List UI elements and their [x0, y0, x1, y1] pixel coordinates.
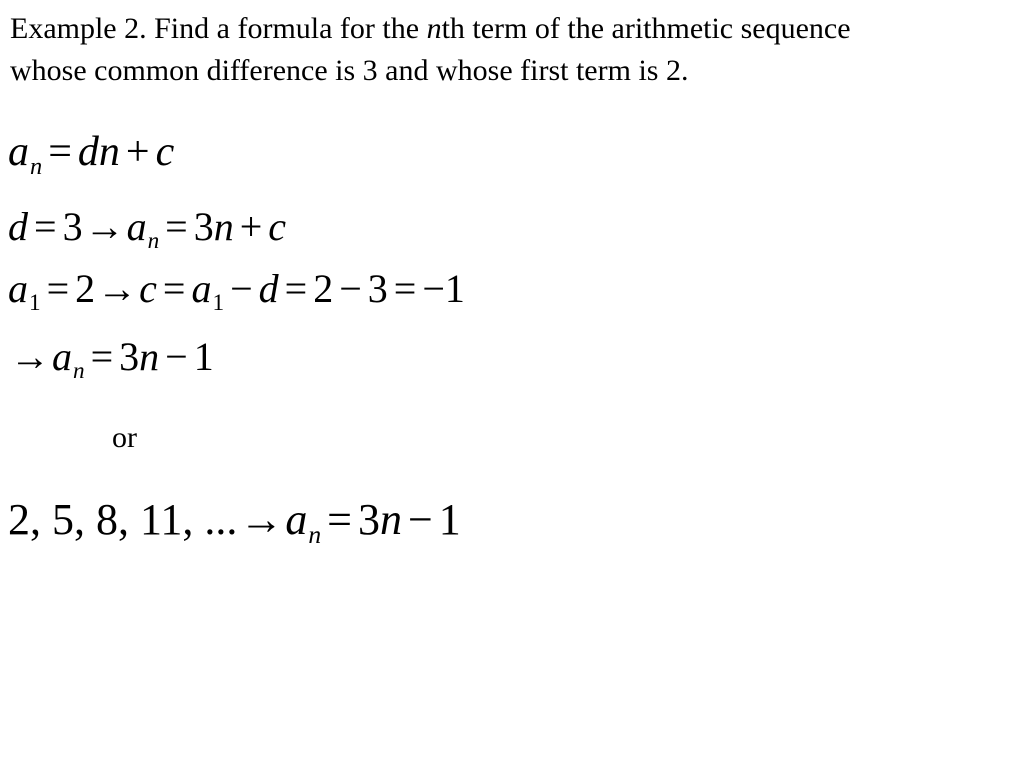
problem-line-2: whose common difference is 3 and whose first term is 2.	[10, 54, 689, 87]
sequence-terms: 2, 5, 8, 11, ...	[8, 495, 238, 544]
right-arrow-icon: →	[10, 334, 50, 379]
plus-sign: +	[125, 129, 150, 175]
equation-sequence-pattern	[8, 494, 461, 549]
problem-statement	[10, 8, 1010, 92]
subscript-n: n	[308, 519, 322, 549]
subscript-n: n	[73, 358, 85, 385]
equals-sign: =	[165, 204, 188, 249]
number-one: 1	[193, 334, 214, 379]
minus-sign: −	[165, 334, 188, 379]
equation-solve-c	[8, 265, 465, 317]
var-n: n	[98, 129, 120, 175]
number-negative-one: −1	[422, 266, 465, 311]
number-three: 3	[119, 334, 140, 379]
subscript-n: n	[147, 228, 160, 255]
equation-result	[8, 333, 214, 385]
problem-line-1	[10, 8, 1010, 50]
var-c: c	[155, 129, 175, 175]
equals-sign: =	[46, 266, 70, 311]
var-c: c	[268, 204, 287, 249]
equals-sign: =	[90, 334, 114, 379]
var-c: c	[139, 266, 157, 311]
equals-sign: =	[393, 266, 417, 311]
right-arrow-icon: →	[84, 204, 125, 249]
var-n: n	[139, 334, 160, 379]
equals-sign: =	[284, 266, 308, 311]
subscript-n: n	[30, 152, 43, 180]
n-variable: n	[426, 12, 442, 45]
var-d: d	[258, 266, 279, 311]
subscript-one: 1	[29, 290, 41, 317]
subscript-one: 1	[212, 290, 225, 317]
var-a: a	[126, 204, 147, 249]
plus-sign: +	[239, 204, 263, 249]
problem-text-start: Example 2. Find a formula for the	[10, 12, 427, 45]
var-a: a	[8, 129, 29, 175]
minus-sign: −	[230, 266, 253, 311]
number-three: 3	[193, 204, 214, 249]
var-n: n	[213, 204, 234, 249]
var-a: a	[285, 495, 308, 544]
var-a: a	[52, 334, 72, 379]
number-two: 2	[313, 266, 334, 311]
minus-sign: −	[339, 266, 362, 311]
equals-sign: =	[162, 266, 186, 311]
number-three: 3	[367, 266, 388, 311]
var-d: d	[77, 129, 99, 175]
number-one: 1	[438, 495, 461, 544]
minus-sign: −	[407, 495, 433, 544]
number-three: 3	[357, 495, 380, 544]
or-separator: or	[112, 421, 137, 454]
right-arrow-icon: →	[97, 266, 138, 311]
var-a: a	[8, 266, 28, 311]
equation-general-form	[8, 128, 175, 180]
var-a: a	[191, 266, 212, 311]
number-three: 3	[62, 204, 83, 249]
problem-text-end: th term of the arithmetic sequence	[441, 12, 851, 45]
equation-substitute-d	[8, 203, 287, 255]
number-two: 2	[75, 266, 96, 311]
equals-sign: =	[327, 495, 352, 544]
var-n: n	[379, 495, 402, 544]
right-arrow-icon: →	[239, 495, 284, 544]
var-d: d	[8, 204, 28, 249]
equals-sign: =	[34, 204, 57, 249]
equals-sign: =	[48, 129, 72, 175]
